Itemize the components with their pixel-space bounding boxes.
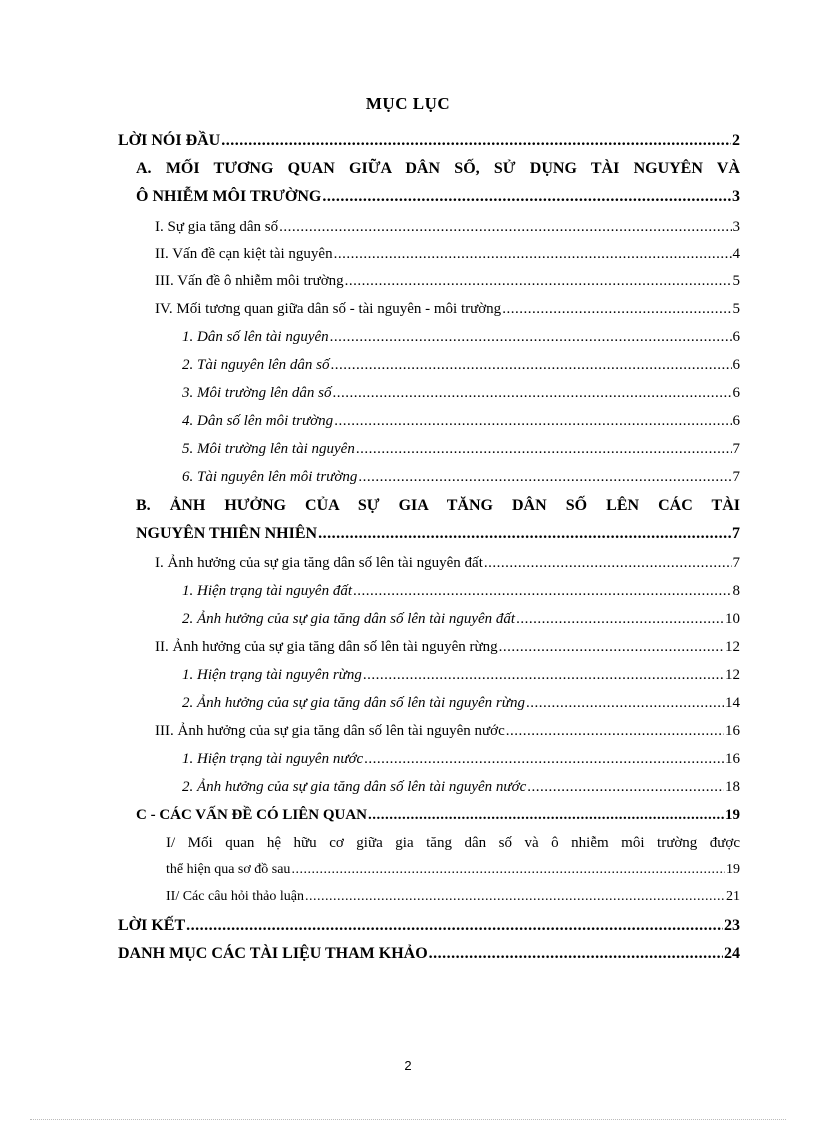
toc-entry-a-4-6[interactable]: [182, 469, 740, 486]
toc-entry-label: 1. Hiện trạng tài nguyên đất: [182, 583, 352, 599]
toc-entry-page: 7: [732, 441, 740, 457]
toc-entry-page: 18: [725, 779, 740, 795]
toc-entry-b-3[interactable]: [155, 723, 740, 740]
toc-entry-a-3[interactable]: [155, 273, 740, 290]
toc-entry-page: 6: [732, 329, 740, 345]
toc-entry-page: 24: [724, 945, 740, 962]
page-title: MỤC LỤC: [365, 94, 451, 113]
toc-entry-label: III. Vấn đề ô nhiễm môi trường: [155, 273, 344, 289]
toc-entry-label: 6. Tài nguyên lên môi trường: [182, 469, 358, 485]
toc-entry-page: 21: [726, 889, 740, 904]
toc-entry-a-2[interactable]: [155, 246, 740, 263]
toc-entry-label: II. Vấn đề cạn kiệt tài nguyên: [155, 246, 333, 262]
toc-entry-page: 5: [732, 301, 740, 317]
toc-entry-label: I. Sự gia tăng dân số: [155, 219, 279, 235]
toc-entry-page: 6: [732, 357, 740, 373]
toc-entry-page: 16: [725, 751, 740, 767]
toc-entry-label: IV. Mối tương quan giữa dân số - tài nguyên - môi trường: [155, 301, 502, 317]
toc-entry-page: 6: [732, 413, 740, 429]
toc-entry-section-a[interactable]: [136, 188, 740, 206]
toc-entry-page: 3: [732, 188, 740, 205]
toc-entry-page: 12: [725, 639, 740, 655]
toc-entry-page: 19: [726, 862, 740, 877]
toc-entry-label: C - CÁC VẤN ĐỀ CÓ LIÊN QUAN: [136, 807, 367, 823]
toc-entry-label: 5. Môi trường lên tài nguyên: [182, 441, 355, 457]
toc-entry-label: I. Ảnh hưởng của sự gia tăng dân số lên tài nguyên đất: [155, 555, 483, 571]
toc-entry-label: II/ Các câu hỏi thảo luận: [166, 889, 305, 904]
toc-entry-page: 4: [732, 246, 740, 262]
toc-entry-label: LỜI NÓI ĐẦU: [118, 132, 221, 149]
toc-entry-loi-ket[interactable]: [118, 917, 740, 935]
toc-entry-page: 16: [725, 723, 740, 739]
toc-entry-page: 12: [725, 667, 740, 683]
toc-entry-a-4-5[interactable]: [182, 441, 740, 458]
page-number: 2: [404, 1058, 412, 1073]
toc-entry-section-b[interactable]: [136, 525, 740, 543]
toc-entry-page: 3: [732, 219, 740, 235]
toc-entry-a-4-2[interactable]: [182, 357, 740, 374]
page-bottom-divider: [30, 1119, 786, 1120]
toc-entry-c-1[interactable]: [166, 862, 740, 878]
toc-entry-label: 1. Hiện trạng tài nguyên rừng: [182, 667, 362, 683]
toc-entry-section-b-line1[interactable]: B. ẢNH HƯỞNG CỦA SỰ GIA TĂNG DÂN SỐ LÊN CÁC TÀI: [136, 497, 740, 514]
toc-entry-label: DANH MỤC CÁC TÀI LIỆU THAM KHẢO: [118, 945, 428, 962]
toc-entry-c-1-line1[interactable]: I/ Mối quan hệ hữu cơ giữa gia tăng dân số và ô nhiễm môi trường được: [166, 835, 740, 851]
toc-entry-label: 2. Ảnh hưởng của sự gia tăng dân số lên tài nguyên nước: [182, 779, 527, 795]
toc-entry-label: 4. Dân số lên môi trường: [182, 413, 334, 429]
toc-entry-b-3-2[interactable]: [182, 779, 740, 796]
toc-entry-b-2-2[interactable]: [182, 695, 740, 712]
toc-entry-label: 2. Ảnh hưởng của sự gia tăng dân số lên tài nguyên đất: [182, 611, 516, 627]
toc-entry-page: 6: [732, 385, 740, 401]
toc-entry-label: NGUYÊN THIÊN NHIÊN: [136, 525, 318, 542]
toc-entry-page: 5: [732, 273, 740, 289]
toc-entry-label: 1. Hiện trạng tài nguyên nước: [182, 751, 364, 767]
toc-entry-b-1[interactable]: [155, 555, 740, 572]
toc-entry-page: 2: [732, 132, 740, 149]
toc-entry-references[interactable]: [118, 945, 740, 963]
toc-entry-label: II. Ảnh hưởng của sự gia tăng dân số lên tài nguyên rừng: [155, 639, 498, 655]
toc-entry-page: 19: [725, 807, 740, 823]
toc-entry-label: LỜI KẾT: [118, 917, 186, 934]
toc-entry-a-1[interactable]: [155, 219, 740, 236]
toc-entry-a-4-4[interactable]: [182, 413, 740, 430]
toc-entry-page: 7: [732, 469, 740, 485]
toc-entry-b-2-1[interactable]: [182, 667, 740, 684]
toc-entry-page: 7: [732, 555, 740, 571]
toc-entry-label: thể hiện qua sơ đồ sau: [166, 862, 291, 877]
toc-entry-page: 14: [725, 695, 740, 711]
toc-entry-b-2[interactable]: [155, 639, 740, 656]
toc-entry-section-c[interactable]: [136, 807, 740, 824]
toc-entry-page: 8: [732, 583, 740, 599]
toc-entry-a-4-3[interactable]: [182, 385, 740, 402]
toc-entry-a-4-1[interactable]: [182, 329, 740, 346]
toc-entry-label: 1. Dân số lên tài nguyên: [182, 329, 329, 345]
toc-entry-label: 2. Tài nguyên lên dân số: [182, 357, 330, 373]
toc-entry-label: Ô NHIỄM MÔI TRƯỜNG: [136, 188, 322, 205]
toc-entry-label: 3. Môi trường lên dân số: [182, 385, 332, 401]
toc-entry-b-1-2[interactable]: [182, 611, 740, 628]
toc-entry-a-4[interactable]: [155, 301, 740, 318]
toc-entry-page: 23: [724, 917, 740, 934]
toc-entry-b-1-1[interactable]: [182, 583, 740, 600]
toc-entry-section-a-line1[interactable]: A. MỐI TƯƠNG QUAN GIỮA DÂN SỐ, SỬ DỤNG TÀI NGUYÊN VÀ: [136, 160, 740, 177]
toc-entry-loi-noi-dau[interactable]: [118, 132, 740, 150]
toc-entry-c-2[interactable]: [166, 889, 740, 905]
toc-entry-b-3-1[interactable]: [182, 751, 740, 768]
toc-entry-label: 2. Ảnh hưởng của sự gia tăng dân số lên tài nguyên rừng: [182, 695, 525, 711]
toc-entry-page: 10: [725, 611, 740, 627]
toc-entry-page: 7: [732, 525, 740, 542]
toc-entry-label: III. Ảnh hưởng của sự gia tăng dân số lên tài nguyên nước: [155, 723, 505, 739]
